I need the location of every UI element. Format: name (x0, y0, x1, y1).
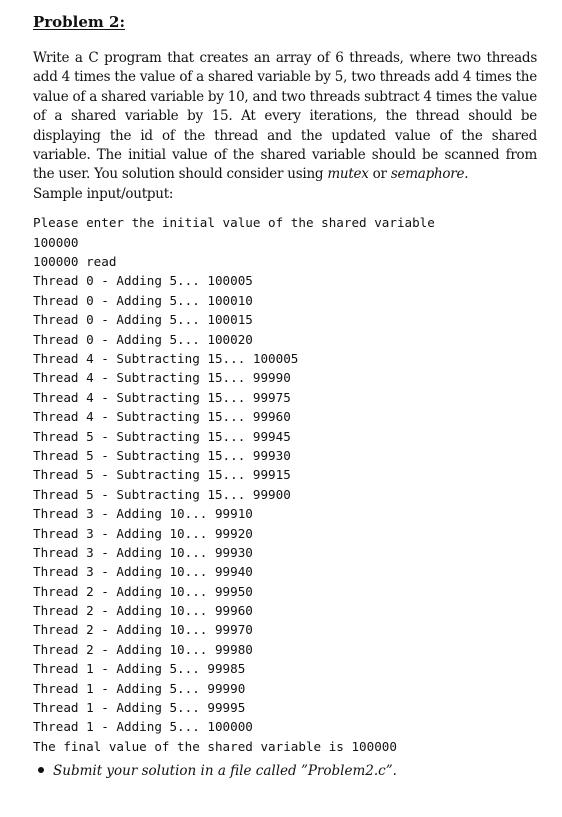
code-line: Thread 0 - Adding 5... 100015 (33, 312, 253, 328)
code-line: Thread 5 - Subtracting 15... 99915 (33, 467, 291, 483)
code-line: Thread 4 - Subtracting 15... 100005 (33, 350, 299, 366)
problem-description (33, 49, 537, 185)
code-line: Thread 5 - Subtracting 15... 99945 (33, 428, 291, 444)
code-line: Thread 2 - Adding 10... 99980 (33, 641, 253, 657)
code-line: Thread 2 - Adding 10... 99960 (33, 603, 253, 619)
code-line: Thread 1 - Adding 5... 99985 (33, 661, 246, 677)
code-line: Thread 0 - Adding 5... 100005 (33, 273, 253, 289)
code-line: Thread 4 - Subtracting 15... 99990 (33, 370, 291, 386)
description-or: or (368, 166, 391, 183)
submission-instruction: Submit your solution in a file called ”Problem2.c”. (53, 763, 397, 780)
code-line: Thread 5 - Subtracting 15... 99930 (33, 447, 291, 463)
code-line: Thread 5 - Subtracting 15... 99900 (33, 486, 291, 502)
sample-io-label: Sample input/output: (33, 185, 174, 202)
problem-heading: Problem 2: (33, 13, 125, 31)
code-line: Thread 2 - Adding 10... 99950 (33, 583, 253, 599)
code-line: The final value of the shared variable is 100000 (33, 738, 397, 754)
code-line: 100000 read (33, 254, 117, 270)
code-line: Thread 1 - Adding 5... 99990 (33, 680, 246, 696)
mutex-term: mutex (327, 166, 369, 183)
semaphore-term: semaphore (390, 166, 465, 183)
document-page (33, 12, 537, 782)
code-line: Thread 0 - Adding 5... 100010 (33, 292, 253, 308)
code-line: Thread 3 - Adding 10... 99940 (33, 564, 253, 580)
code-line: Thread 3 - Adding 10... 99920 (33, 525, 253, 541)
sample-output-code-block (33, 213, 537, 756)
code-line: Thread 1 - Adding 5... 99995 (33, 700, 246, 716)
description-text: Write a C program that creates an array of 6 threads, where two threads add 4 times the value of a shared variable by 5, two threads add 4 times the value of a shared variable by 10, and two threads subtract 4 times the value of a shared variable by 15. At every iterations, the thread should be displaying the id of the thread and the updated value of the shared variable. The initial value of the shared variable should be scanned from the user. You solution should consider using (33, 50, 537, 183)
code-line: Thread 2 - Adding 10... 99970 (33, 622, 253, 638)
code-line: Thread 3 - Adding 10... 99930 (33, 544, 253, 560)
submission-bullet (33, 762, 537, 781)
code-line: Thread 3 - Adding 10... 99910 (33, 506, 253, 522)
code-line: 100000 (33, 234, 79, 250)
bullet-icon (38, 767, 44, 773)
code-line: Thread 1 - Adding 5... 100000 (33, 719, 253, 735)
description-end: . (464, 166, 469, 183)
code-line: Thread 4 - Subtracting 15... 99960 (33, 409, 291, 425)
code-line: Please enter the initial value of the shared variable (33, 215, 435, 231)
code-line: Thread 0 - Adding 5... 100020 (33, 331, 253, 347)
code-line: Thread 4 - Subtracting 15... 99975 (33, 389, 291, 405)
